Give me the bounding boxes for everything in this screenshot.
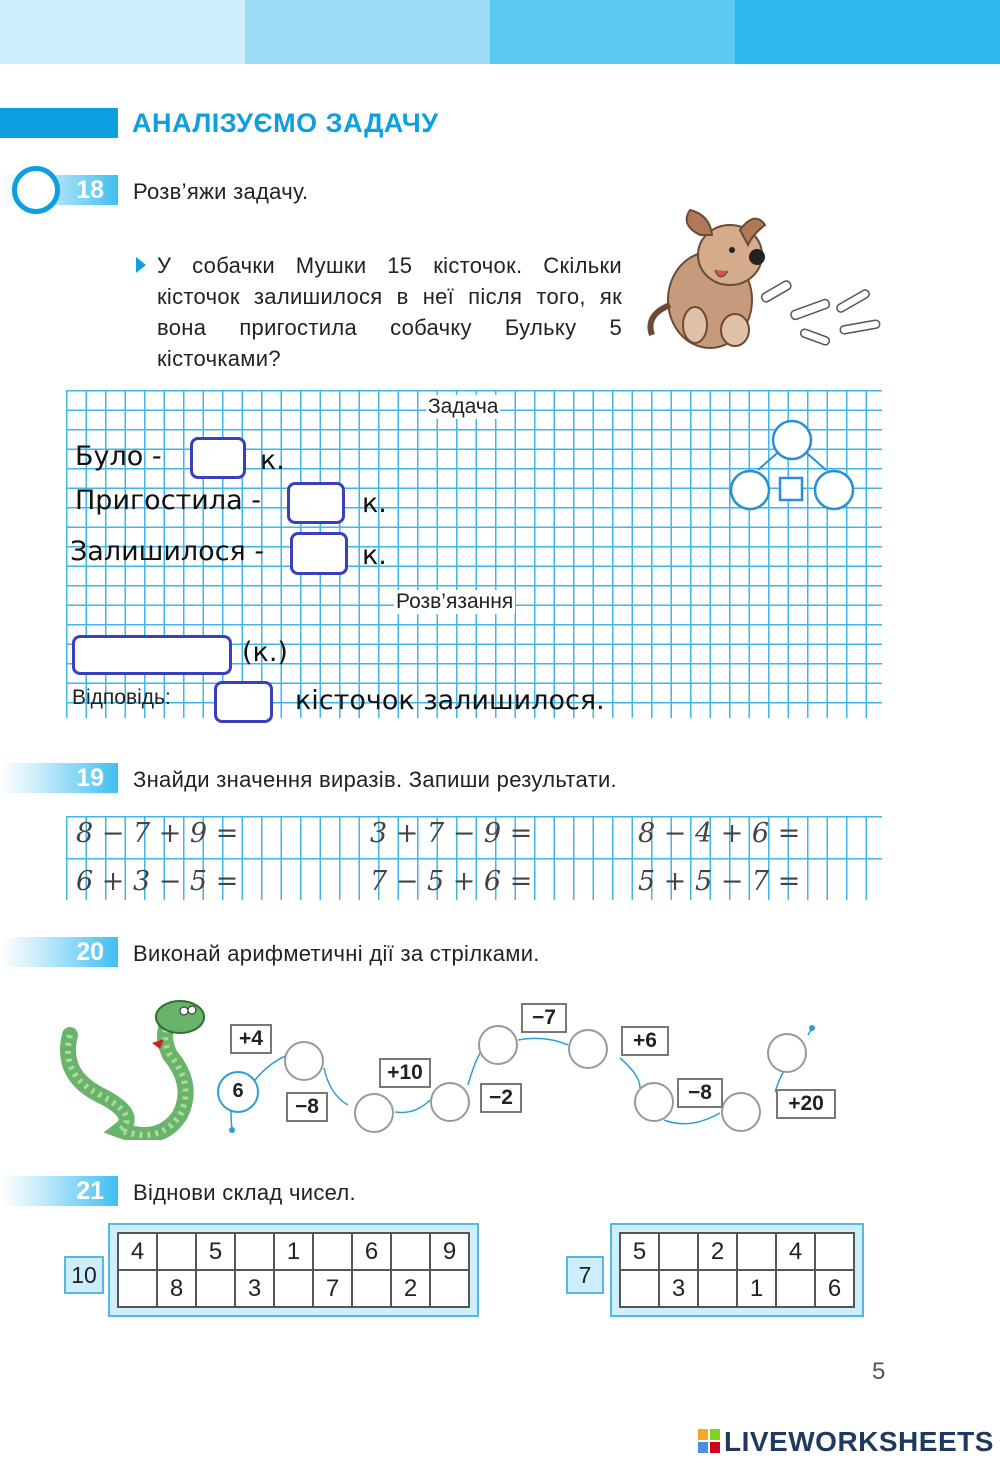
composition-table-right bbox=[619, 1232, 855, 1308]
cell-input[interactable] bbox=[815, 1233, 854, 1270]
chain-circle-1[interactable] bbox=[284, 1041, 324, 1081]
chain-circle-6[interactable] bbox=[634, 1082, 674, 1122]
cell-input[interactable] bbox=[659, 1233, 698, 1270]
cell: 5 bbox=[196, 1233, 235, 1270]
cell-input[interactable] bbox=[157, 1233, 196, 1270]
section-bar bbox=[0, 108, 118, 138]
cell-input[interactable] bbox=[352, 1270, 391, 1307]
op-box-4: −2 bbox=[480, 1083, 522, 1113]
solution-label: Розв’язання bbox=[396, 590, 514, 613]
bulo-input[interactable] bbox=[190, 437, 246, 479]
op-box-3: +10 bbox=[379, 1058, 431, 1088]
op-box-7: −8 bbox=[677, 1078, 723, 1108]
chain-circle-3[interactable] bbox=[430, 1082, 470, 1122]
task18-problem: У собачки Мушки 15 кісточок. Скільки кісточок залишилося в неї після того, як вона пригостила собачку Бульку 5 кісточками? bbox=[157, 253, 622, 371]
task20-bar bbox=[0, 937, 118, 967]
cell: 2 bbox=[698, 1233, 737, 1270]
zalyshylosia-input[interactable] bbox=[290, 532, 348, 575]
cell: 4 bbox=[118, 1233, 157, 1270]
cell-input[interactable] bbox=[698, 1270, 737, 1307]
cell: 5 bbox=[620, 1233, 659, 1270]
answer-text: кісточок залишилося. bbox=[295, 685, 605, 716]
row-prygostyla-label: Пригостила - bbox=[75, 485, 261, 516]
task18-circle-marker bbox=[12, 166, 60, 214]
zadacha-label: Задача bbox=[428, 395, 499, 418]
row-bulo-unit: к. bbox=[260, 445, 285, 476]
chain-circle-7[interactable] bbox=[721, 1092, 761, 1132]
cell: 7 bbox=[313, 1270, 352, 1307]
brand-name: LIVEWORKSHEETS bbox=[724, 1426, 994, 1457]
prygostyla-input[interactable] bbox=[287, 482, 345, 524]
cell-input[interactable] bbox=[737, 1233, 776, 1270]
task20-number: 20 bbox=[76, 938, 104, 966]
task18-instruction: Розв’яжи задачу. bbox=[133, 179, 309, 204]
solution-unit: (к.) bbox=[242, 637, 288, 668]
row-prygostyla-unit: к. bbox=[362, 488, 387, 519]
task21-instruction: Віднови склад чисел. bbox=[133, 1180, 356, 1205]
top-band-3 bbox=[490, 0, 735, 64]
op-box-8: +20 bbox=[776, 1089, 836, 1119]
row-zalyshylosia-label: Залишилося - bbox=[70, 536, 265, 567]
task19-bar bbox=[0, 763, 118, 793]
task20-instruction: Виконай арифметичні дії за стрілками. bbox=[133, 941, 540, 966]
top-band-4 bbox=[735, 0, 1000, 64]
cell: 6 bbox=[352, 1233, 391, 1270]
section-title: АНАЛІЗУЄМО ЗАДАЧУ bbox=[132, 108, 439, 138]
chain-circle-4[interactable] bbox=[478, 1025, 518, 1065]
cell-input[interactable] bbox=[196, 1270, 235, 1307]
cell-input[interactable] bbox=[430, 1270, 469, 1307]
row-bulo-label: Було - bbox=[75, 441, 162, 472]
expression-6: 5 + 5 − 7 = bbox=[638, 866, 801, 897]
op-box-6: +6 bbox=[621, 1026, 669, 1056]
solution-input[interactable] bbox=[72, 635, 232, 675]
composition-frame-right bbox=[610, 1223, 864, 1317]
expression-2: 3 + 7 − 9 = bbox=[370, 818, 533, 849]
chain-start-circle bbox=[217, 1071, 259, 1113]
cell-input[interactable] bbox=[274, 1270, 313, 1307]
cell: 2 bbox=[391, 1270, 430, 1307]
answer-input[interactable] bbox=[214, 681, 273, 723]
expression-4: 6 + 3 − 5 = bbox=[76, 866, 239, 897]
liveworksheets-logo-icon bbox=[698, 1429, 720, 1453]
op-box-5: −7 bbox=[521, 1003, 567, 1033]
cell: 3 bbox=[659, 1270, 698, 1307]
cell: 6 bbox=[815, 1270, 854, 1307]
expression-3: 8 − 4 + 6 = bbox=[638, 818, 801, 849]
chain-circle-8[interactable] bbox=[767, 1033, 807, 1073]
top-band-1 bbox=[0, 0, 245, 64]
bullet-arrow-icon bbox=[136, 257, 146, 273]
snake-illustration bbox=[60, 995, 220, 1140]
composition-frame-left bbox=[108, 1223, 479, 1317]
task19-number: 19 bbox=[76, 764, 104, 792]
part-whole-scheme bbox=[726, 418, 858, 514]
cell: 9 bbox=[430, 1233, 469, 1270]
chain-start-value: 6 bbox=[232, 1080, 244, 1102]
row-zalyshylosia-unit: к. bbox=[362, 540, 387, 571]
composition-number-left: 10 bbox=[64, 1256, 104, 1294]
task18-number: 18 bbox=[76, 176, 104, 204]
task19-instruction: Знайди значення виразів. Запиши результати. bbox=[133, 767, 617, 792]
cell: 3 bbox=[235, 1270, 274, 1307]
top-band-2 bbox=[245, 0, 490, 64]
cell-input[interactable] bbox=[776, 1270, 815, 1307]
expression-5: 7 − 5 + 6 = bbox=[370, 866, 533, 897]
cell: 8 bbox=[157, 1270, 196, 1307]
composition-number-right: 7 bbox=[566, 1256, 604, 1294]
cell-input[interactable] bbox=[620, 1270, 659, 1307]
page-number: 5 bbox=[872, 1358, 886, 1385]
cell-input[interactable] bbox=[313, 1233, 352, 1270]
composition-table-left bbox=[117, 1232, 470, 1308]
cell: 1 bbox=[274, 1233, 313, 1270]
op-box-1: +4 bbox=[230, 1024, 272, 1054]
task21-number: 21 bbox=[76, 1177, 104, 1205]
cell-input[interactable] bbox=[235, 1233, 274, 1270]
chain-circle-2[interactable] bbox=[354, 1093, 394, 1133]
answer-label: Відповідь: bbox=[72, 686, 171, 709]
expression-1: 8 − 7 + 9 = bbox=[76, 818, 239, 849]
cell-input[interactable] bbox=[118, 1270, 157, 1307]
op-box-2: −8 bbox=[286, 1092, 328, 1122]
cell: 1 bbox=[737, 1270, 776, 1307]
chain-circle-5[interactable] bbox=[568, 1029, 608, 1069]
cell: 4 bbox=[776, 1233, 815, 1270]
dog-with-bones-illustration bbox=[640, 205, 890, 355]
task21-bar bbox=[0, 1176, 118, 1206]
cell-input[interactable] bbox=[391, 1233, 430, 1270]
